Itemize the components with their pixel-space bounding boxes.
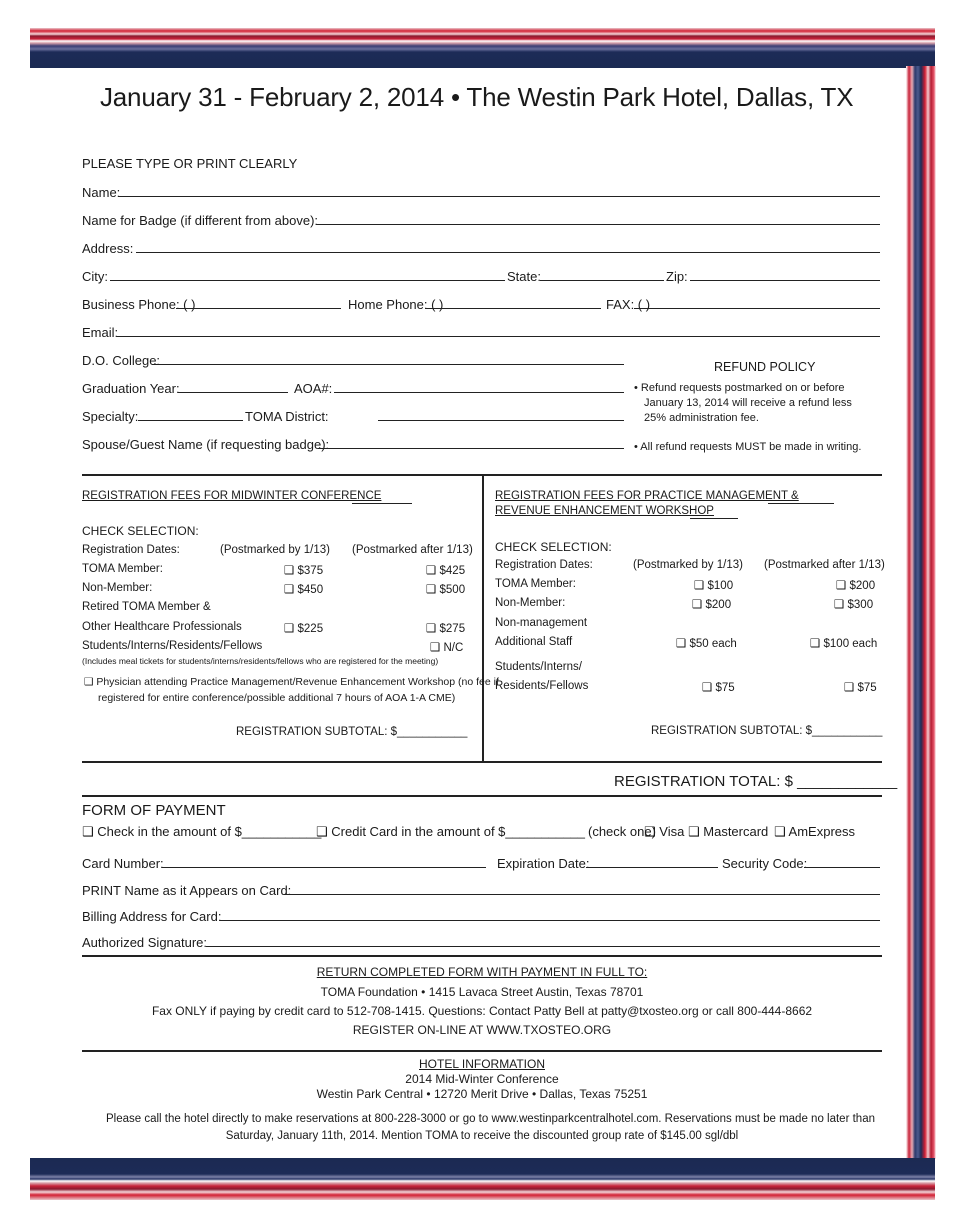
section-divider-total bbox=[82, 795, 882, 797]
workshop-toma-member-label: TOMA Member: bbox=[495, 578, 576, 590]
business-phone-label: Business Phone: ( ) bbox=[82, 297, 196, 312]
form-of-payment-heading: FORM OF PAYMENT bbox=[82, 802, 226, 819]
midwinter-heading-underline bbox=[352, 503, 412, 504]
midwinter-students-label: Students/Interns/Residents/Fellows bbox=[82, 640, 263, 652]
fax-instructions: Fax ONLY if paying by credit card to 512-708-1415. Questions: Contact Patty Bell at patty@txosteo.org or call 800-444-8662 bbox=[151, 1004, 813, 1018]
state-label: State: bbox=[507, 269, 541, 284]
specialty-field[interactable] bbox=[138, 420, 243, 421]
credit-card-payment-checkbox[interactable]: ❑ Credit Card in the amount of $___________ bbox=[316, 824, 585, 839]
expiration-date-field[interactable] bbox=[586, 867, 718, 868]
event-title: January 31 - February 2, 2014 • The Westin Park Hotel, Dallas, TX bbox=[100, 82, 854, 112]
midwinter-non-member-after-checkbox[interactable]: ❑ $500 bbox=[426, 584, 466, 596]
aoa-label: AOA#: bbox=[294, 381, 333, 396]
fax-field[interactable] bbox=[634, 308, 880, 309]
midwinter-heading: REGISTRATION FEES FOR MIDWINTER CONFERENCE bbox=[82, 490, 382, 502]
register-online: REGISTER ON-LINE AT WWW.TXOSTEO.ORG bbox=[352, 1023, 612, 1037]
hotel-address: Westin Park Central • 12720 Merit Drive • Dallas, Texas 75251 bbox=[316, 1087, 648, 1101]
workshop-non-member-label: Non-Member: bbox=[495, 597, 566, 609]
midwinter-healthcare-after-checkbox[interactable]: ❑ $275 bbox=[426, 623, 466, 635]
physician-workshop-checkbox[interactable]: ❑ Physician attending Practice Management/Revenue Enhancement Workshop (no fee if bbox=[84, 676, 499, 688]
toma-district-field[interactable] bbox=[378, 420, 624, 421]
refund-line-3: 25% administration fee. bbox=[644, 412, 759, 424]
address-label: Address: bbox=[82, 241, 134, 256]
workshop-reg-dates: Registration Dates: bbox=[495, 559, 593, 571]
midwinter-students-after-checkbox[interactable]: ❑ N/C bbox=[430, 642, 464, 654]
refund-line-4: • All refund requests MUST be made in writing. bbox=[634, 441, 862, 453]
workshop-students-label-1: Students/Interns/ bbox=[495, 661, 582, 673]
hotel-note-1: Please call the hotel directly to make reservations at 800-228-3000 or go to www.westinparkcentralhotel.com. Reservations must be made no later than bbox=[106, 1113, 875, 1125]
hotel-conference: 2014 Mid-Winter Conference bbox=[405, 1072, 559, 1086]
business-phone-field[interactable] bbox=[176, 308, 341, 309]
mastercard-checkbox[interactable]: ❑ Mastercard bbox=[688, 824, 769, 839]
graduation-year-label: Graduation Year: bbox=[82, 381, 180, 396]
midwinter-toma-member-before-checkbox[interactable]: ❑ $375 bbox=[284, 565, 324, 577]
security-code-field[interactable] bbox=[804, 867, 880, 868]
workshop-check-selection: CHECK SELECTION: bbox=[495, 540, 612, 554]
midwinter-subtotal[interactable]: REGISTRATION SUBTOTAL: $___________ bbox=[236, 726, 468, 738]
fax-label: FAX: ( ) bbox=[606, 297, 651, 312]
midwinter-col-before: (Postmarked by 1/13) bbox=[220, 544, 330, 556]
visa-checkbox[interactable]: ❑ Visa bbox=[644, 824, 685, 839]
hotel-heading: HOTEL INFORMATION bbox=[419, 1057, 545, 1071]
return-heading: RETURN COMPLETED FORM WITH PAYMENT IN FULL TO: bbox=[316, 965, 648, 979]
workshop-heading-underline-2 bbox=[690, 518, 738, 519]
toma-district-label: TOMA District: bbox=[245, 409, 329, 424]
midwinter-toma-member-after-checkbox[interactable]: ❑ $425 bbox=[426, 565, 466, 577]
city-label: City: bbox=[82, 269, 108, 284]
midwinter-students-note: (Includes meal tickets for students/interns/residents/fellows who are registered for the meeting) bbox=[82, 656, 439, 666]
workshop-staff-before-checkbox[interactable]: ❑ $50 each bbox=[676, 638, 737, 650]
print-name-label: PRINT Name as it Appears on Card: bbox=[82, 883, 292, 898]
midwinter-toma-member-label: TOMA Member: bbox=[82, 563, 163, 575]
workshop-nonmgmt-label-2: Additional Staff bbox=[495, 636, 573, 648]
workshop-heading-1: REGISTRATION FEES FOR PRACTICE MANAGEMENT & bbox=[495, 490, 799, 502]
refund-line-2: January 13, 2014 will receive a refund less bbox=[644, 397, 852, 409]
card-number-field[interactable] bbox=[162, 867, 486, 868]
signature-field[interactable] bbox=[206, 946, 880, 947]
midwinter-healthcare-before-checkbox[interactable]: ❑ $225 bbox=[284, 623, 324, 635]
section-divider-payment bbox=[82, 955, 882, 957]
midwinter-check-selection: CHECK SELECTION: bbox=[82, 524, 199, 538]
workshop-col-after: (Postmarked after 1/13) bbox=[764, 559, 885, 571]
return-address: TOMA Foundation • 1415 Lavaca Street Austin, Texas 78701 bbox=[320, 985, 644, 999]
state-field[interactable] bbox=[540, 280, 664, 281]
home-phone-field[interactable] bbox=[425, 308, 601, 309]
workshop-non-member-before-checkbox[interactable]: ❑ $200 bbox=[692, 599, 732, 611]
spouse-guest-label: Spouse/Guest Name (if requesting badge): bbox=[82, 437, 330, 452]
workshop-non-member-after-checkbox[interactable]: ❑ $300 bbox=[834, 599, 874, 611]
do-college-field[interactable] bbox=[152, 364, 624, 365]
badge-name-label: Name for Badge (if different from above): bbox=[82, 213, 319, 228]
card-number-label: Card Number: bbox=[82, 856, 164, 871]
name-label: Name: bbox=[82, 185, 121, 200]
midwinter-healthcare-label: Other Healthcare Professionals bbox=[82, 621, 242, 633]
midwinter-retired-label: Retired TOMA Member & bbox=[82, 601, 211, 613]
email-label: Email: bbox=[82, 325, 119, 340]
zip-label: Zip: bbox=[666, 269, 688, 284]
workshop-subtotal[interactable]: REGISTRATION SUBTOTAL: $___________ bbox=[651, 725, 883, 737]
do-college-label: D.O. College: bbox=[82, 353, 161, 368]
workshop-heading-2: REVENUE ENHANCEMENT WORKSHOP bbox=[495, 505, 714, 517]
check-one-label: (check one) bbox=[588, 824, 656, 839]
security-code-label: Security Code: bbox=[722, 856, 808, 871]
workshop-toma-member-before-checkbox[interactable]: ❑ $100 bbox=[694, 580, 734, 592]
hotel-note-2: Saturday, January 11th, 2014. Mention TOMA to receive the discounted group rate of $145.00 sgl/dbl bbox=[225, 1130, 739, 1142]
column-divider bbox=[482, 476, 484, 762]
expiration-date-label: Expiration Date: bbox=[497, 856, 590, 871]
midwinter-col-after: (Postmarked after 1/13) bbox=[352, 544, 473, 556]
refund-policy-title: REFUND POLICY bbox=[714, 360, 816, 374]
refund-line-1: • Refund requests postmarked on or before bbox=[634, 382, 845, 394]
workshop-students-after-checkbox[interactable]: ❑ $75 bbox=[844, 682, 877, 694]
spouse-guest-field[interactable] bbox=[318, 448, 624, 449]
registration-total[interactable]: REGISTRATION TOTAL: $ ____________ bbox=[614, 773, 898, 790]
billing-address-field[interactable] bbox=[220, 920, 880, 921]
email-field[interactable] bbox=[116, 336, 880, 337]
workshop-toma-member-after-checkbox[interactable]: ❑ $200 bbox=[836, 580, 876, 592]
workshop-staff-after-checkbox[interactable]: ❑ $100 each bbox=[810, 638, 878, 650]
badge-name-field[interactable] bbox=[316, 224, 880, 225]
section-divider-middle bbox=[82, 761, 882, 763]
midwinter-non-member-before-checkbox[interactable]: ❑ $450 bbox=[284, 584, 324, 596]
workshop-students-before-checkbox[interactable]: ❑ $75 bbox=[702, 682, 735, 694]
midwinter-reg-dates: Registration Dates: bbox=[82, 544, 180, 556]
signature-label: Authorized Signature: bbox=[82, 935, 208, 950]
section-divider-hotel bbox=[82, 1050, 882, 1052]
workshop-nonmgmt-label-1: Non-management bbox=[495, 617, 588, 629]
amex-checkbox[interactable]: ❑ AmExpress bbox=[774, 824, 856, 839]
zip-field[interactable] bbox=[690, 280, 880, 281]
midwinter-non-member-label: Non-Member: bbox=[82, 582, 153, 594]
print-name-field[interactable] bbox=[284, 894, 880, 895]
aoa-field[interactable] bbox=[334, 392, 624, 393]
physician-workshop-note: registered for entire conference/possible additional 7 hours of AOA 1-A CME) bbox=[98, 692, 456, 704]
graduation-year-field[interactable] bbox=[178, 392, 288, 393]
name-field[interactable] bbox=[118, 196, 880, 197]
city-field[interactable] bbox=[110, 280, 505, 281]
check-payment-checkbox[interactable]: ❑ Check in the amount of $___________ bbox=[82, 824, 322, 839]
workshop-col-before: (Postmarked by 1/13) bbox=[633, 559, 743, 571]
address-field[interactable] bbox=[136, 252, 880, 253]
home-phone-label: Home Phone: ( ) bbox=[348, 297, 444, 312]
print-instruction: PLEASE TYPE OR PRINT CLEARLY bbox=[82, 156, 298, 171]
billing-address-label: Billing Address for Card: bbox=[82, 909, 222, 924]
workshop-students-label-2: Residents/Fellows bbox=[495, 680, 589, 692]
workshop-heading-underline-1 bbox=[768, 503, 834, 504]
specialty-label: Specialty: bbox=[82, 409, 139, 424]
